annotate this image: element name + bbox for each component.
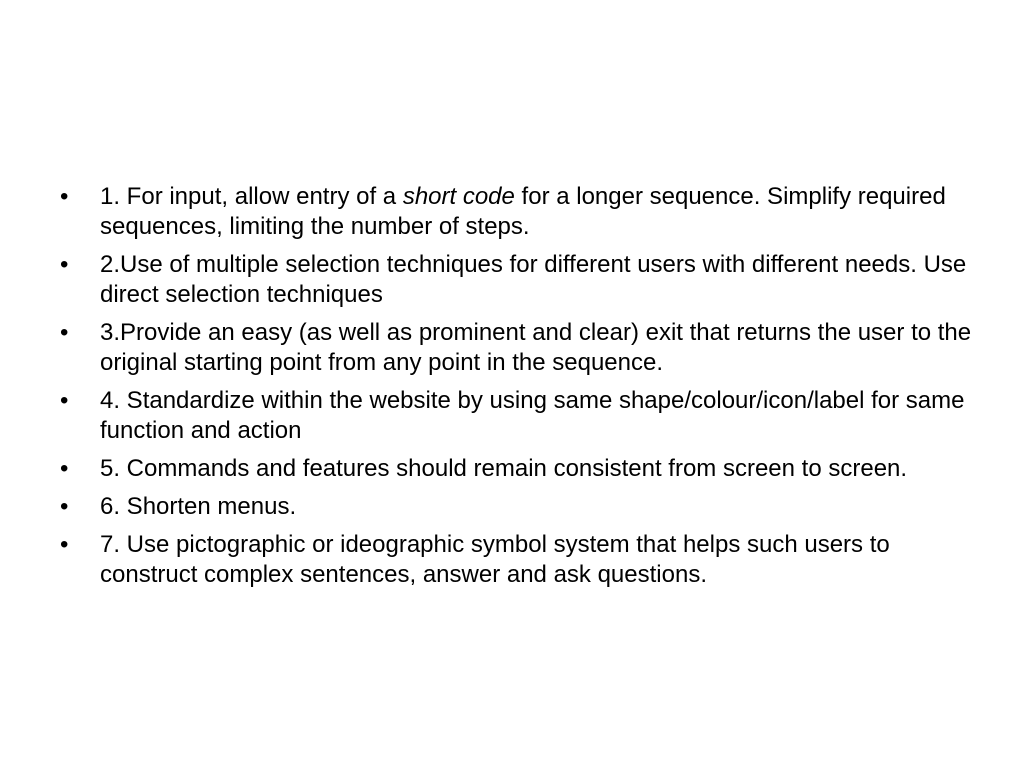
bullet-icon: • bbox=[60, 251, 69, 278]
bullet-icon: • bbox=[60, 183, 69, 210]
bullet-text-1-after: for a longer sequence. Simplify required sequences, limiting the number of steps. bbox=[100, 183, 946, 240]
bullet-text-5: 5. Commands and features should remain consistent from screen to screen. bbox=[100, 455, 908, 482]
bullet-icon: • bbox=[60, 319, 69, 346]
bullet-item-3 bbox=[60, 318, 980, 378]
bullet-item-6 bbox=[60, 492, 980, 522]
bullet-text-1-emphasis: short code bbox=[402, 183, 515, 210]
bullet-text-7: 7. Use pictographic or ideographic symbol system that helps such users to construct complex sentences, answer and ask questions. bbox=[100, 531, 890, 588]
bullet-icon: • bbox=[60, 387, 69, 414]
bullet-icon: • bbox=[60, 493, 69, 520]
bullet-text-6: 6. Shorten menus. bbox=[100, 493, 297, 520]
bullet-item-1 bbox=[60, 182, 980, 242]
bullet-text-1-before: 1. For input, allow entry of a bbox=[100, 183, 403, 210]
bullet-icon: • bbox=[60, 455, 69, 482]
bullet-text-4: 4. Standardize within the website by using same shape/colour/icon/label for same function and action bbox=[100, 387, 965, 444]
bullet-text-3: 3.Provide an easy (as well as prominent and clear) exit that returns the user to the original starting point from any point in the sequence. bbox=[100, 319, 972, 376]
bullet-text-2: 2.Use of multiple selection techniques for different users with different needs. Use direct selection techniques bbox=[100, 251, 967, 308]
bullet-item-5 bbox=[60, 454, 980, 484]
bullet-item-4 bbox=[60, 386, 980, 446]
bullet-list bbox=[60, 182, 980, 598]
bullet-item-2 bbox=[60, 250, 980, 310]
bullet-icon: • bbox=[60, 531, 69, 558]
bullet-item-7 bbox=[60, 530, 980, 590]
